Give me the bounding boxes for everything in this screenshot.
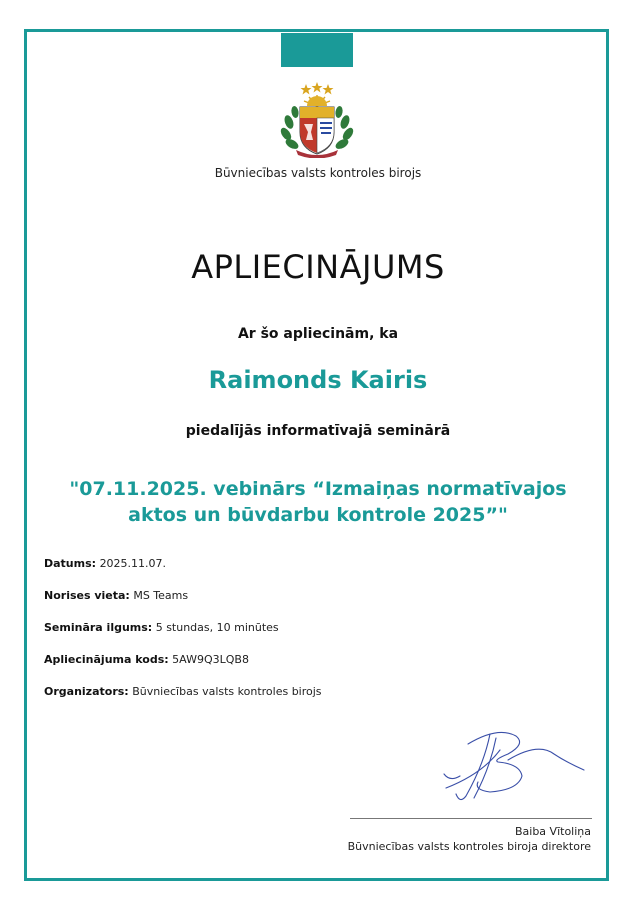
signature-line (350, 818, 592, 819)
detail-value: 5AW9Q3LQB8 (172, 653, 249, 666)
detail-label: Apliecinājuma kods: (44, 653, 169, 666)
detail-value: 2025.11.07. (99, 557, 167, 570)
document-title: APLIECINĀJUMS (191, 248, 445, 286)
seminar-title: "07.11.2025. vebinārs “Izmaiņas normatīvajos aktos un būvdarbu kontrole 2025”" (69, 478, 567, 526)
detail-code (44, 653, 584, 685)
detail-value: Būvniecības valsts kontroles birojs (132, 685, 322, 698)
detail-duration (44, 621, 584, 653)
detail-label: Organizators: (44, 685, 129, 698)
participation-text: piedalījās informatīvajā seminārā (185, 423, 451, 439)
detail-value: MS Teams (133, 589, 189, 602)
detail-label: Semināra ilgums: (44, 621, 153, 634)
detail-label: Datums: (44, 557, 97, 570)
detail-organizer (44, 685, 584, 717)
detail-date (44, 557, 584, 589)
latvia-coat-of-arms-icon (278, 82, 356, 158)
details-list (44, 557, 584, 717)
signatory-role: Būvniecības valsts kontroles biroja direktore (347, 840, 591, 853)
detail-value: 5 stundas, 10 minūtes (155, 621, 279, 634)
institution-name: Būvniecības valsts kontroles birojs (214, 166, 422, 180)
signatory-name: Baiba Vītoliņa (514, 825, 591, 838)
handwritten-signature (438, 724, 588, 814)
intro-text: Ar šo apliecinām, ka (237, 326, 399, 342)
recipient-name: Raimonds Kairis (208, 366, 428, 394)
detail-location (44, 589, 584, 621)
header-accent-tab (281, 33, 353, 67)
detail-label: Norises vieta: (44, 589, 130, 602)
